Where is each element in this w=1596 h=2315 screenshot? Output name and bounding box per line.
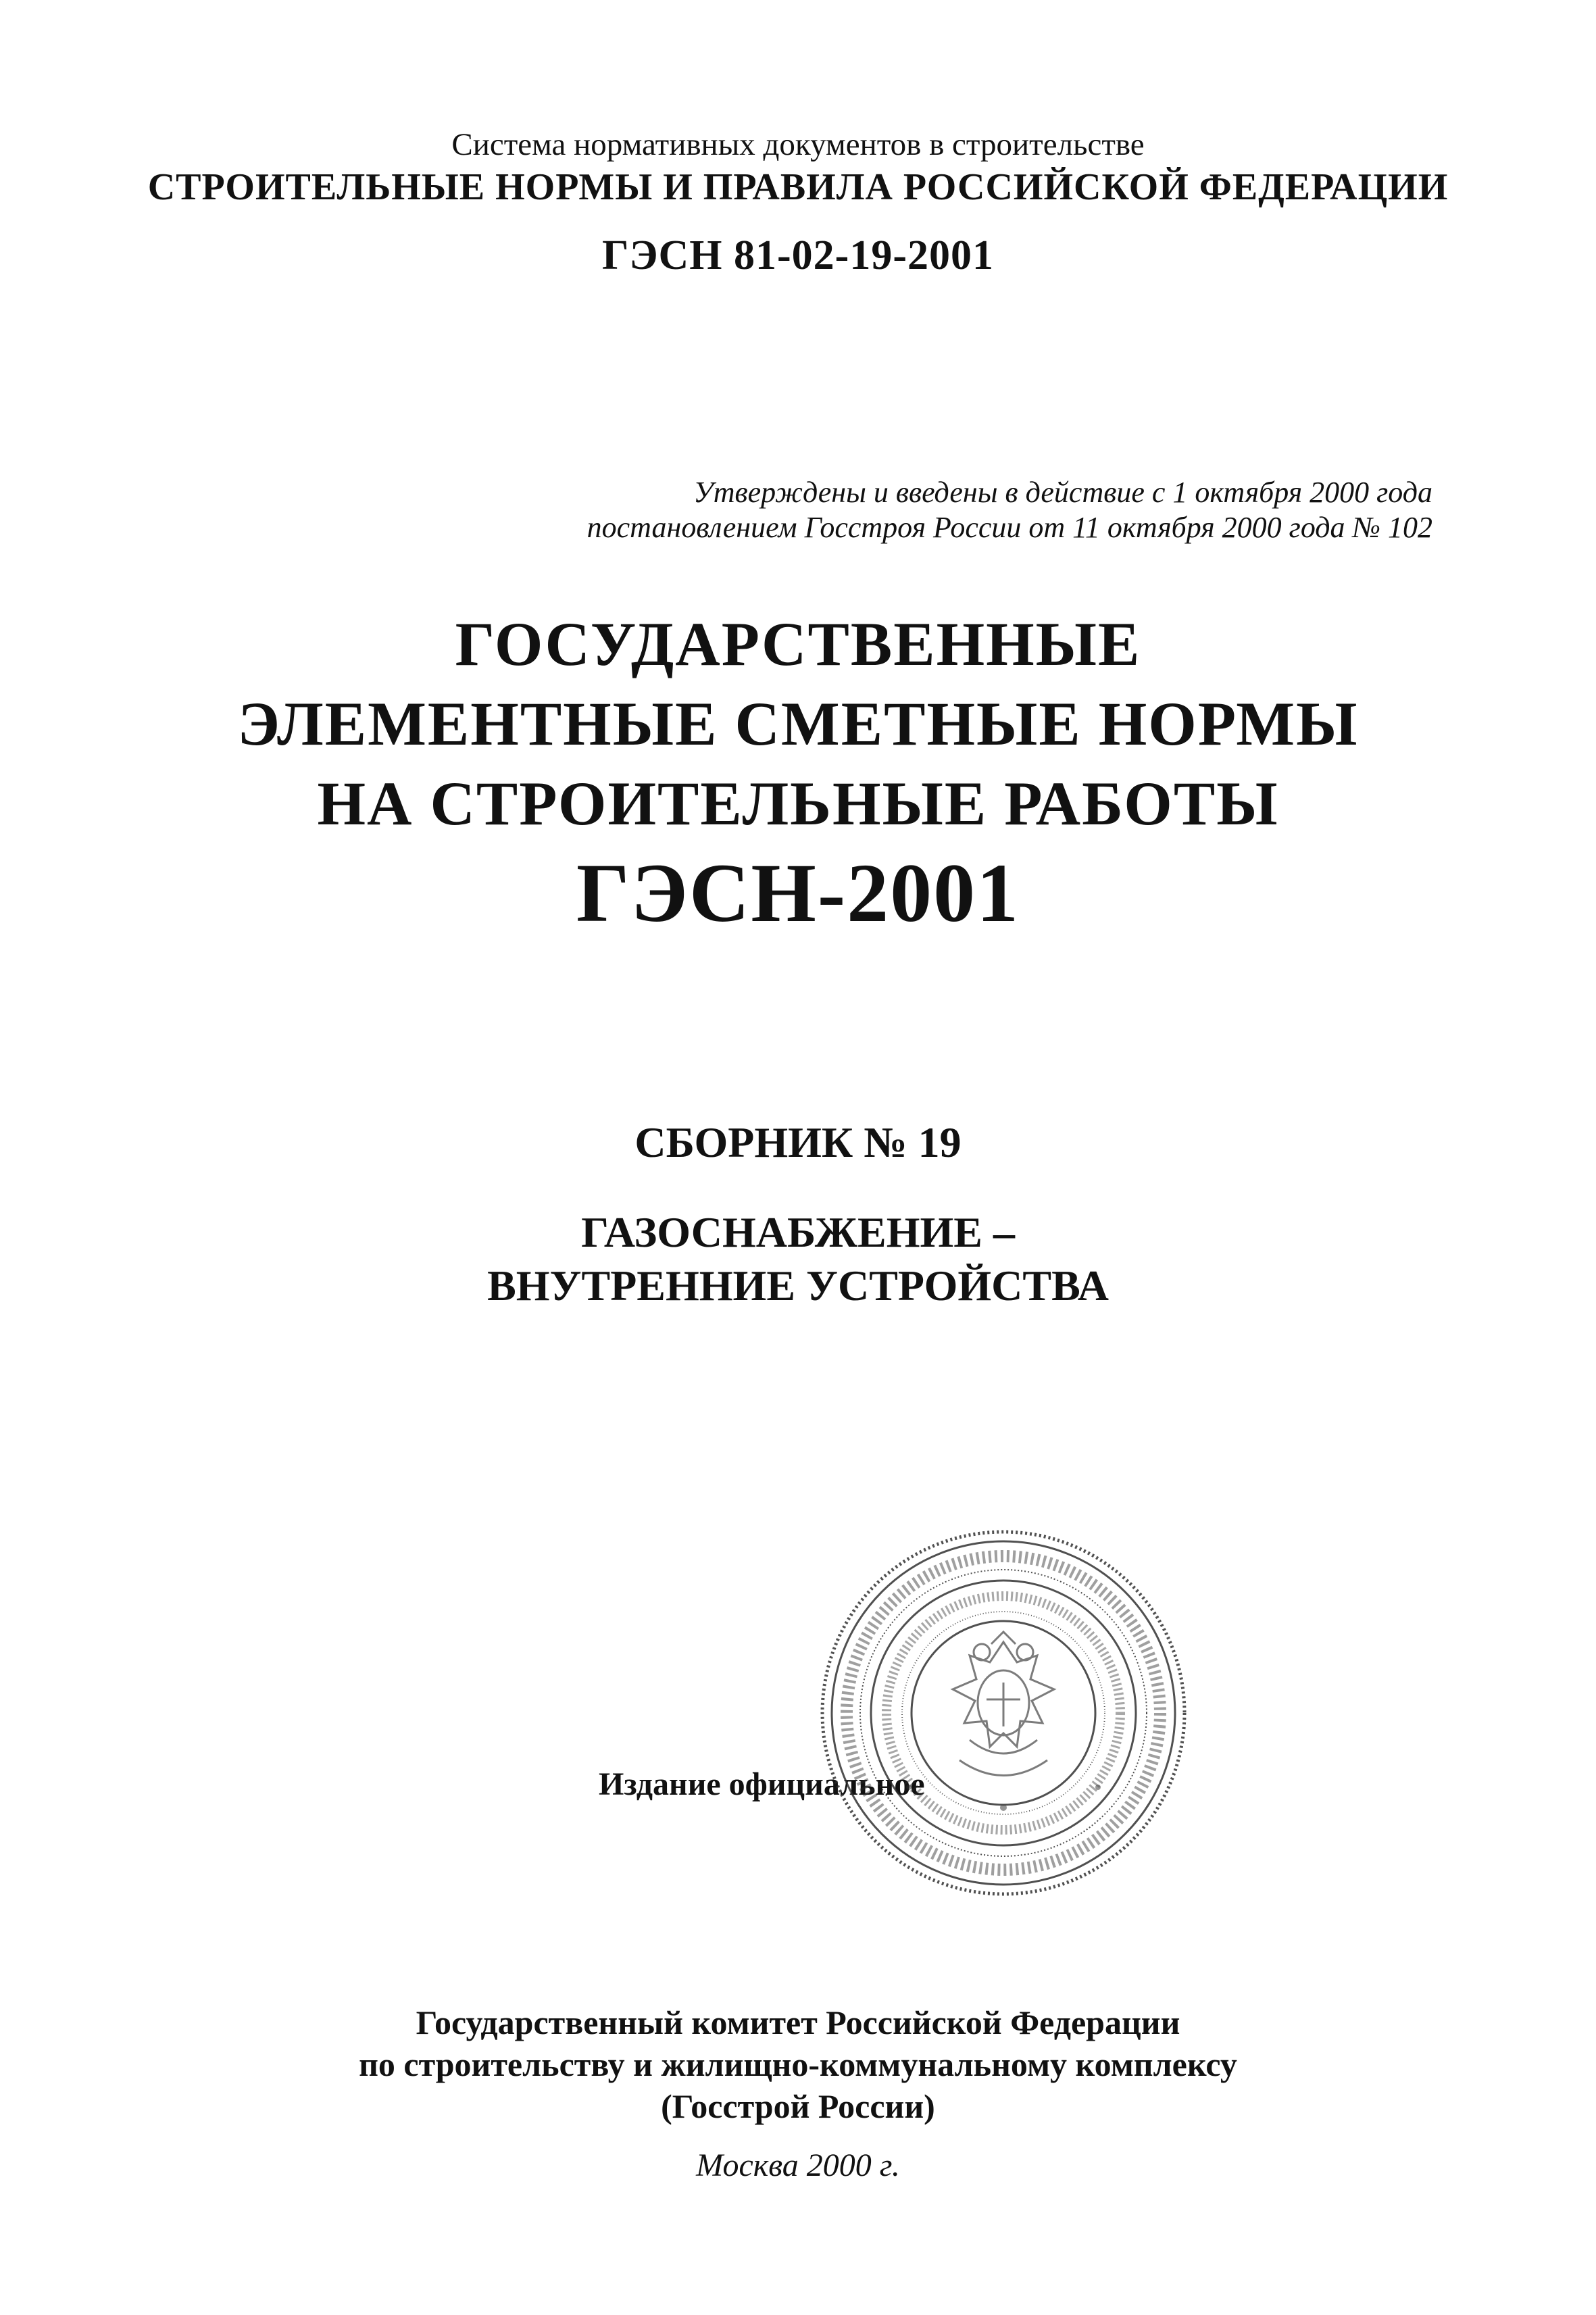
collection-subject-line-1: ГАЗОСНАБЖЕНИЕ –: [581, 1208, 1015, 1256]
collection-number: СБОРНИК № 19: [634, 1118, 962, 1166]
document-series: Система нормативных документов в строительстве: [451, 127, 1145, 162]
approval-line-1: Утверждены и введены в действие с 1 октября 2000 года: [693, 476, 1432, 509]
collection-subject-line-2: ВНУТРЕННИЕ УСТРОЙСТВА: [487, 1262, 1109, 1310]
main-title-code: ГЭСН-2001: [576, 847, 1020, 939]
approval-line-2: постановлением Госстроя России от 11 октября 2000 года № 102: [587, 511, 1432, 544]
publisher-line-3: (Госстрой России): [661, 2087, 935, 2125]
main-title-line-1: ГОСУДАРСТВЕННЫЕ: [455, 609, 1141, 678]
main-title-line-3: НА СТРОИТЕЛЬНЫЕ РАБОТЫ: [317, 769, 1279, 838]
publisher-line-1: Государственный комитет Российской Федерации: [416, 2003, 1180, 2041]
publisher-line-2: по строительству и жилищно-коммунальному комплексу: [359, 2045, 1237, 2083]
round-seal-with-coat-of-arms-icon: [814, 1524, 1193, 1902]
main-title-line-2: ЭЛЕМЕНТНЫЕ СМЕТНЫЕ НОРМЫ: [237, 689, 1359, 758]
document-code: ГЭСН 81-02-19-2001: [602, 232, 994, 278]
city-year: Москва 2000 г.: [696, 2147, 900, 2183]
edition-label: Издание официальное: [599, 1766, 925, 1802]
document-snip-title: СТРОИТЕЛЬНЫЕ НОРМЫ И ПРАВИЛА РОССИЙСКОЙ ФЕДЕРАЦИИ: [147, 166, 1449, 208]
